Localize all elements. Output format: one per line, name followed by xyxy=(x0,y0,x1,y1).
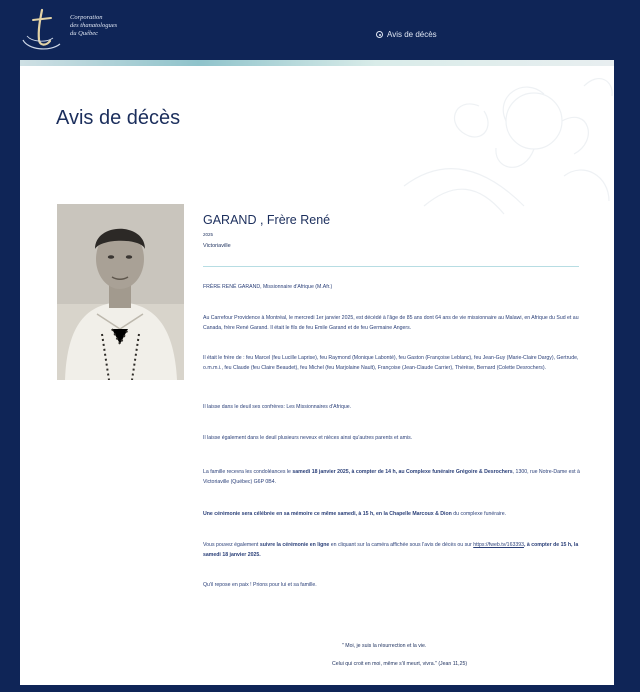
deceased-year: 2025 xyxy=(203,232,214,237)
obituary-paragraph: Il laisse également dans le deuil plusieurs neveux et nièces ainsi qu'autres parents et amis. xyxy=(203,435,413,441)
site-header xyxy=(0,0,640,60)
scripture-verse-line: " Moi, je suis la résurrection et la vie. xyxy=(342,643,427,649)
logo-wordmark: Corporation des thanatologues du Québec xyxy=(70,14,118,37)
main-content xyxy=(20,60,614,685)
nav-label: Avis de décès xyxy=(387,30,437,39)
obituary-paragraph: Il était le frère de : feu Marcel (feu Lucille Laprise), feu Raymond (Monique Labonté), feu Gaston (Françoise Leblanc), feu Jean-Guy (Marie-Claire Dargy), Gertrude, o.m.m.i., feu Claude (feu Claire Beaudet), feu Michel (feu Marjolaine Nault), Françoise (Jean-Claude Carrier), Thérèse, Bernard (Colette Desrochers). xyxy=(203,355,579,371)
ceremony-stream-link[interactable]: https://fweb.tv/163393 xyxy=(473,542,524,548)
obituary-paragraph: Au Carrefour Providence à Montréal, le mercredi 1er janvier 2025, est décédé à l'âge de 85 ans dont 64 ans de vie missionnaire au Malawi, en Afrique du Sud et au Canada, frère René Garand. Il était le fils de feu Emile Garand et de feu Germaine Angers. xyxy=(203,315,579,331)
obituary-paragraph: Qu'il repose en paix ! Prions pour lui et sa famille. xyxy=(203,582,317,588)
obituary-paragraph: Vous pouvez également suivre la cérémonie en ligne en cliquant sur la caméra affichée sous l'avis de décès ou sur https://fweb.tv/163393, à compter de 15 h, la samedi 18 janvier 2025. xyxy=(203,542,579,558)
deceased-name: GARAND , Frère René xyxy=(203,213,331,227)
obituary-paragraph: La famille recevra les condoléances le samedi 18 janvier 2025, à compter de 14 h, au Complexe funéraire Grégoire & Desrochers, 1300, rue Notre-Dame est à Victoriaville (Québec) G6P 0B4. xyxy=(203,469,580,485)
scripture-verse-line: Celui qui croit en moi, même s'il meurt, vivra." (Jean 11,25) xyxy=(332,661,468,667)
corporation-logo[interactable] xyxy=(20,6,64,52)
obituary-paragraph: FRÈRE RENÉ GARAND, Missionnaire d'Afrique (M.Afr.) xyxy=(203,284,333,290)
obituary-paragraph: Une cérémonie sera célébrée en sa mémoire ce même samedi, à 15 h, en la Chapelle Marcoux & Dion du complexe funéraire. xyxy=(203,511,507,517)
floral-decoration xyxy=(384,66,614,216)
obituary-paragraph: Il laisse dans le deuil ses confrères: Les Missionnaires d'Afrique. xyxy=(203,404,352,410)
portrait-photo xyxy=(57,204,184,380)
deceased-city: Victoriaville xyxy=(203,243,231,249)
circle-dot-icon xyxy=(376,31,383,38)
page-title: Avis de décès xyxy=(56,107,181,129)
section-divider xyxy=(203,266,579,267)
nav-link-avis-de-deces[interactable] xyxy=(376,30,437,39)
